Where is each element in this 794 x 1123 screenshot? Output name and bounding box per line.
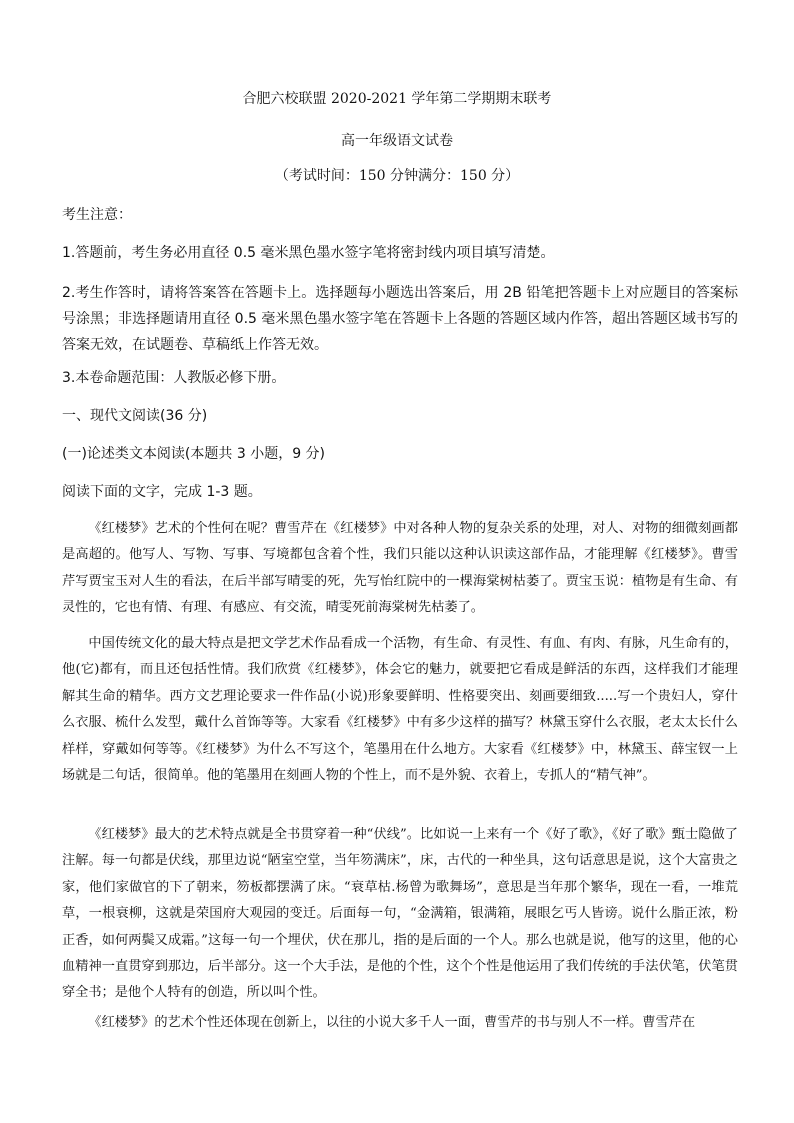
passage-paragraph-2: 中国传统文化的最大特点是把文学艺术作品看成一个活物，有生命、有灵性、有血、有肉、有脉，凡生命有的，他(它)都有，而且还包括性情。我们欣赏《红楼梦》，体会它的魅力，就要把它看成是鲜活的东西，这样我们才能理解其生命的精华。西方文艺理论要求一件作品(小说)形象要鲜明、性格要突出、刻画要细致.....写一个贵妇人，穿什么衣服、梳什么发型，戴什么首饰等等。大家看《红楼梦》中有多少这样的描写？林黛玉穿什么衣服，老太太长什么样样，穿戴如何等等。《红楼梦》为什么不写这个，笔墨用在什么地方。大家看《红楼梦》中，林黛玉、薛宝钗一上场就是二句话，很简单。他的笔墨用在刻画人物的个性上，而不是外貌、衣着上，专抓人的“精气神”。 [62, 636, 738, 784]
notice-item-3: 3.本卷命题范围：人教版必修下册。 [62, 370, 286, 386]
section-heading: 一、现代文阅读(36 分) [62, 408, 208, 424]
passage-paragraph-3: 《红楼梦》最大的艺术特点就是全书贯穿着一种“伏线”。比如说一上来有一个《好了歌》，《好了歌》甄士隐做了注解。每一句都是伏线，那里边说“陋室空堂，当年笏满床”，床，古代的一种坐具，这句话意思是说，这个大富贵之家，他们家做官的下了朝来，笏板都摆满了床。“衰草枯.杨曾为歌舞场”，意思是当年那个繁华，现在一看，一堆荒草，一根衰柳，这就是荣国府大观园的变迁。后面每一句，“金满箱，银满箱，展眼乞丐人皆谤。说什么脂正浓，粉正香，如何两鬓又成霜。”这每一句一个埋伏，伏在那儿，指的是后面的一个人。那么也就是说，他写的这里，他的心血精神一直贯穿到那边，后半部分。这一个大手法，是他的个性，这个个性是他运用了我们传统的手法伏笔，伏笔贯穿全书；是他个人特有的创造，所以叫个性。 [62, 827, 738, 1001]
subsection-heading: (一)论述类文本阅读(本题共 3 小题，9 分) [62, 446, 326, 462]
exam-title: 合肥六校联盟 2020-2021 学年第二学期期末联考 [242, 91, 552, 107]
notice-heading: 考生注意： [62, 207, 132, 223]
reading-instruction: 阅读下面的文字，完成 1-3 题。 [62, 484, 262, 500]
exam-subtitle: 高一年级语文试卷 [341, 133, 453, 149]
passage-paragraph-4: 《红楼梦》的艺术个性还体现在创新上，以往的小说大多千人一面，曹雪芹的书与别人不一样。曹雪芹在 [88, 1015, 696, 1030]
notice-item-2: 2.考生作答时，请将答案答在答题卡上。选择题每小题选出答案后，用 2B 铅笔把答题卡上对应题目的答案标号涂黑；非选择题请用直径 0.5 毫米黑色墨水签字笔在答题卡上各题的答题区域内作答，超出答题区域书写的答案无效，在试题卷、草稿纸上作答无效。 [62, 285, 738, 353]
exam-time-info: （考试时间：150 分钟满分：150 分） [274, 168, 520, 184]
notice-item-1: 1.答题前，考生务必用直径 0.5 毫米黑色墨水签字笔将密封线内项目填写清楚。 [62, 245, 555, 261]
passage-paragraph-1: 《红楼梦》艺术的个性何在呢？曹雪芹在《红楼梦》中对各种人物的复杂关系的处理，对人、对物的细微刻画都是高超的。他写人、写物、写事、写境都包含着个性，我们只能以这种认识读这部作品，才能理解《红楼梦》。曹雪芹写贾宝玉对人生的看法，在后半部写晴雯的死，先写怡红院中的一棵海棠树枯萎了。贾宝玉说：植物是有生命、有灵性的，它也有情、有理、有感应、有交流，晴雯死前海棠树先枯萎了。 [62, 521, 738, 616]
